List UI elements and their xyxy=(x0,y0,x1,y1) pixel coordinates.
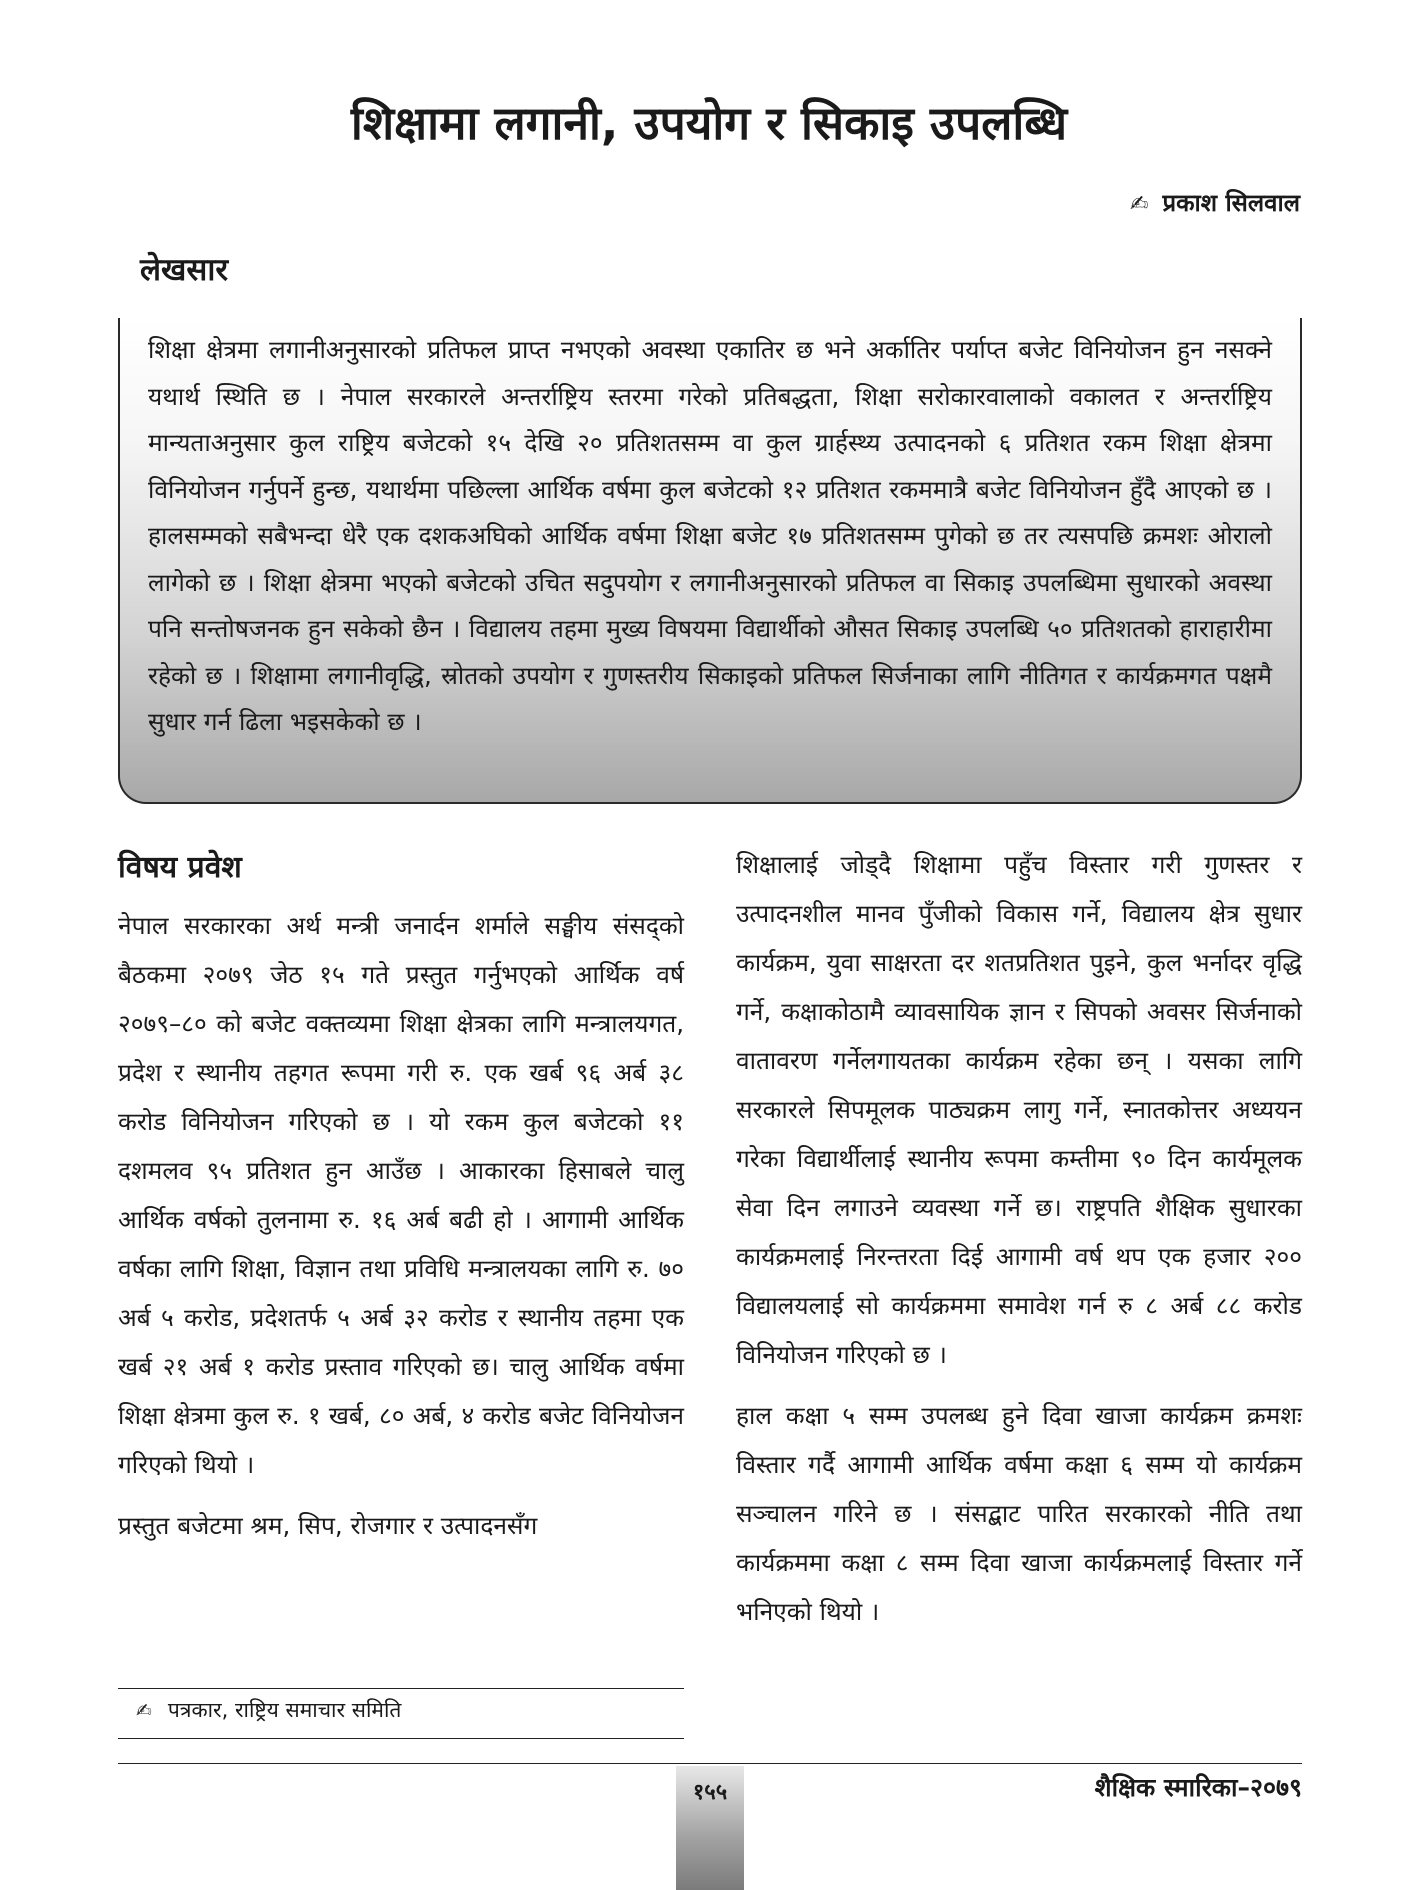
footnote-divider-top xyxy=(118,1688,684,1689)
left-column xyxy=(118,848,684,1562)
paragraph: हाल कक्षा ५ सम्म उपलब्ध हुने दिवा खाजा कार्यक्रम क्रमशः विस्तार गर्दै आगामी आर्थिक वर्षमा कक्षा ६ सम्म यो कार्यक्रम सञ्चालन गरिने छ । संसद्बाट पारित सरकारको नीति तथा कार्यक्रममा कक्षा ८ सम्म दिवा खाजा कार्यक्रमलाई विस्तार गर्ने भनिएको थियो । xyxy=(736,1401,1302,1626)
abstract-text: शिक्षा क्षेत्रमा लगानीअनुसारको प्रतिफल प्राप्त नभएको अवस्था एकातिर छ भने अर्कातिर पर्याप्त बजेट विनियोजन हुन नसक्ने यथार्थ स्थिति छ । नेपाल सरकारले अन्तर्राष्ट्रिय स्तरमा गरेको प्रतिबद्धता, शिक्षा सरोकारवालाको वकालत र अन्तर्राष्ट्रिय मान्यताअनुसार कुल राष्ट्रिय बजेटको १५ देखि २० प्रतिशतसम्म वा कुल ग्रार्हस्थ्य उत्पादनको ६ प्रतिशत रकम शिक्षा क्षेत्रमा विनियोजन गर्नुपर्ने हुन्छ, यथार्थमा पछिल्ला आर्थिक वर्षमा कुल बजेटको १२ प्रतिशत रकममात्रै बजेट विनियोजन हुँदै आएको छ । हालसम्मको सबैभन्दा धेरै एक दशकअघिको आर्थिक वर्षमा शिक्षा बजेट १७ प्रतिशतसम्म पुगेको छ तर त्यसपछि क्रमशः ओरालो लागेको छ । शिक्षा क्षेत्रमा भएको बजेटको उचित सदुपयोग र लगानीअनुसारको प्रतिफल वा सिकाइ उपलब्धिमा सुधारको अवस्था पनि सन्तोषजनक हुन सकेको छैन । विद्यालय तहमा मुख्य विषयमा विद्यार्थीको औसत सिकाइ उपलब्धि ५० प्रतिशतको हाराहारीमा रहेको छ । शिक्षामा लगानीवृद्धि, स्रोतको उपयोग र गुणस्तरीय सिकाइको प्रतिफल सिर्जनाका लागि नीतिगत र कार्यक्रमगत पक्षमै सुधार गर्न ढिला भइसकेको छ । xyxy=(148,335,1272,736)
footer-divider xyxy=(118,1763,1302,1764)
page-number: १५५ xyxy=(692,1780,728,1805)
article-title: शिक्षामा लगानी, उपयोग र सिकाइ उपलब्धि xyxy=(350,96,1068,150)
author-line xyxy=(1130,186,1300,219)
footnote-divider-bottom xyxy=(118,1738,684,1739)
paragraph: शिक्षालाई जोड्दै शिक्षामा पहुँच विस्तार गरी गुणस्तर र उत्पादनशील मानव पुँजीको विकास गर्ने, विद्यालय क्षेत्र सुधार कार्यक्रम, युवा साक्षरता दर शतप्रतिशत पुइने, कुल भर्नादर वृद्धि गर्ने, कक्षाकोठामै व्यावसायिक ज्ञान र सिपको अवसर सिर्जनाको वातावरण गर्नेलगायतका कार्यक्रम रहेका छन् । यसका लागि सरकारले सिपमूलक पाठ्यक्रम लागु गर्ने, स्नातकोत्तर अध्ययन गरेका विद्यार्थीलाई स्थानीय रूपमा कम्तीमा ९० दिन कार्यमूलक सेवा दिन लगाउने व्यवस्था गर्ने छ। राष्ट्रपति शैक्षिक सुधारका कार्यक्रमलाई निरन्तरता दिई आगामी वर्ष थप एक हजार २०० विद्यालयलाई सो कार्यक्रममा समावेश गर्न रु ८ अर्ब ८८ करोड विनियोजन गरिएको छ । xyxy=(736,850,1302,1369)
abstract-heading: लेखसार xyxy=(140,252,229,288)
right-column xyxy=(736,840,1302,1648)
section-heading: विषय प्रवेश xyxy=(118,850,242,885)
author-name: प्रकाश सिलवाल xyxy=(1162,189,1300,217)
pen-icon: ✍ xyxy=(136,1700,152,1722)
journal-name: शैक्षिक स्मारिका–२०७९ xyxy=(1094,1773,1302,1802)
abstract-box xyxy=(118,318,1302,804)
pen-icon: ✍ xyxy=(1130,192,1149,217)
footnote-text: पत्रकार, राष्ट्रिय समाचार समिति xyxy=(167,1698,402,1722)
paragraph: नेपाल सरकारका अर्थ मन्त्री जनार्दन शर्माले सङ्घीय संसद्को बैठकमा २०७९ जेठ १५ गते प्रस्तुत गर्नुभएको आर्थिक वर्ष २०७९–८० को बजेट वक्तव्यमा शिक्षा क्षेत्रका लागि मन्त्रालयगत, प्रदेश र स्थानीय तहगत रूपमा गरी रु. एक खर्ब ९६ अर्ब ३८ करोड विनियोजन गरिएको छ । यो रकम कुल बजेटको ११ दशमलव ९५ प्रतिशत हुन आउँछ । आकारका हिसाबले चालु आर्थिक वर्षको तुलनामा रु. १६ अर्ब बढी हो । आगामी आर्थिक वर्षका लागि शिक्षा, विज्ञान तथा प्रविधि मन्त्रालयका लागि रु. ७० अर्ब ५ करोड, प्रदेशतर्फ ५ अर्ब ३२ करोड र स्थानीय तहमा एक खर्ब २१ अर्ब १ करोड प्रस्ताव गरिएको छ। चालु आर्थिक वर्षमा शिक्षा क्षेत्रमा कुल रु. १ खर्ब, ८० अर्ब, ४ करोड बजेट विनियोजन गरिएको थियो । xyxy=(118,911,684,1479)
footnote xyxy=(136,1696,401,1724)
paragraph: प्रस्तुत बजेटमा श्रम, सिप, रोजगार र उत्पादनसँग xyxy=(118,1511,538,1540)
